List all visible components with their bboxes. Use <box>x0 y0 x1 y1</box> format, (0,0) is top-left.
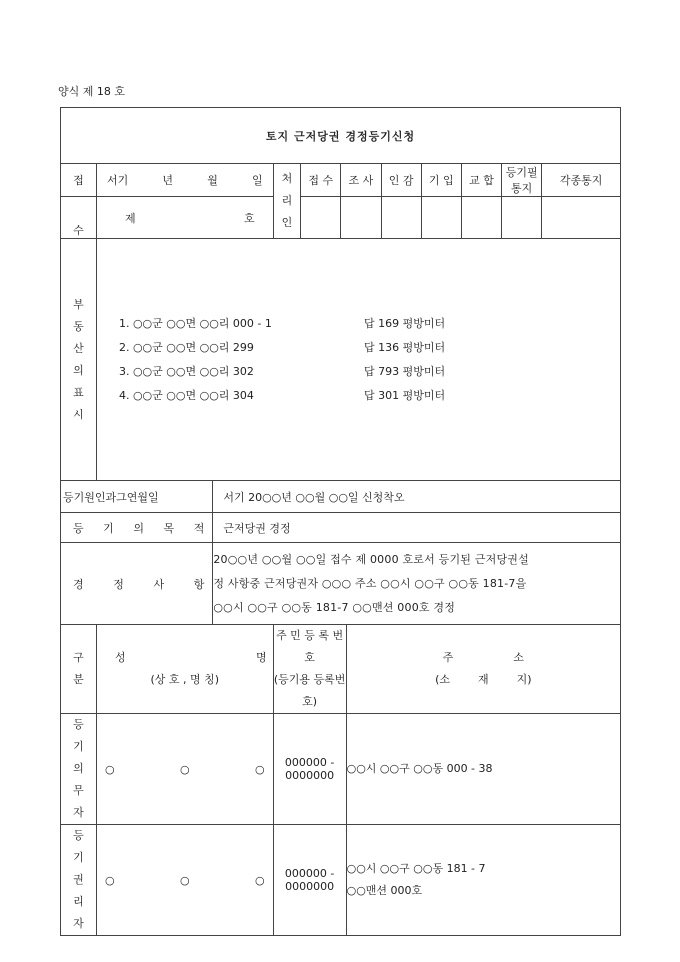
receipt-label-top: 접 <box>61 164 97 197</box>
form-title: 토지 근저당권 경정등기신청 <box>61 108 621 164</box>
cause-value: 서기 20○○년 ○○월 ○○일 신청착오 <box>213 481 621 513</box>
col-completion-notice: 등기필통지 <box>502 164 542 197</box>
col-seal: 인 감 <box>381 164 421 197</box>
cell-seal <box>381 197 421 239</box>
id-header: 주 민 등 록 번 호 (등기용 등록번호) <box>273 625 346 714</box>
cause-label: 등기원인과그연월일 <box>61 481 213 513</box>
col-inspection: 조 사 <box>341 164 381 197</box>
cell-other-notice <box>542 197 621 239</box>
form-number: 양식 제 18 호 <box>58 85 125 98</box>
obligor-address: ○○시 ○○구 ○○동 000 - 38 <box>346 714 620 825</box>
purpose-label: 등 기 의 목 적 <box>61 513 213 543</box>
application-form <box>60 107 621 936</box>
property-item: 1. ○○군 ○○면 ○○리 000 - 1 답 169 평방미터 <box>118 316 446 330</box>
obligee-address: ○○시 ○○구 ○○동 181 - 7 ○○맨션 000호 <box>346 825 620 936</box>
purpose-value: 근저당권 경정 <box>213 513 621 543</box>
changes-text: 20○○년 ○○월 ○○일 접수 제 0000 호로서 등기된 근저당권설 정 사항중 근저당권자 ○○○ 주소 ○○시 ○○구 ○○동 181-7을 ○○시 ○○구 ○○동 181-7 ○○맨션 000호 경정 <box>213 543 621 625</box>
changes-label: 경 정 사 항 <box>61 543 213 625</box>
name-header: 성 명 (상 호 , 명 칭) <box>96 625 273 714</box>
obligee-id: 000000 - 0000000 <box>273 825 346 936</box>
obligor-id: 000000 - 0000000 <box>273 714 346 825</box>
property-item: 3. ○○군 ○○면 ○○리 302 답 793 평방미터 <box>118 364 446 378</box>
processor-label: 처 리 인 <box>273 164 301 239</box>
receipt-label-bottom: 수 <box>61 197 97 239</box>
property-item: 2. ○○군 ○○면 ○○리 299 답 136 평방미터 <box>118 340 446 354</box>
obligor-name: ○ ○ ○ <box>96 714 273 825</box>
property-item: 4. ○○군 ○○면 ○○리 304 답 301 평방미터 <box>118 388 446 402</box>
cell-receipt <box>301 197 341 239</box>
col-check: 교 합 <box>461 164 501 197</box>
col-receipt: 접 수 <box>301 164 341 197</box>
receipt-date-label: 서기 년 월 일 <box>96 164 273 197</box>
col-entry: 기 입 <box>421 164 461 197</box>
cell-entry <box>421 197 461 239</box>
property-label: 부 동 산 의 표 시 <box>61 239 97 481</box>
obligee-label: 등 기 권 리 자 <box>61 825 97 936</box>
obligor-label: 등 기 의 무 자 <box>61 714 97 825</box>
cell-inspection <box>341 197 381 239</box>
col-other-notice: 각종통지 <box>542 164 621 197</box>
property-list <box>96 239 620 481</box>
cell-completion-notice <box>502 197 542 239</box>
receipt-number-label: 제 호 <box>96 197 273 239</box>
cell-check <box>461 197 501 239</box>
obligee-name: ○ ○ ○ <box>96 825 273 936</box>
category-header: 구 분 <box>61 625 97 714</box>
address-header: 주 소 (소 재 지) <box>346 625 620 714</box>
